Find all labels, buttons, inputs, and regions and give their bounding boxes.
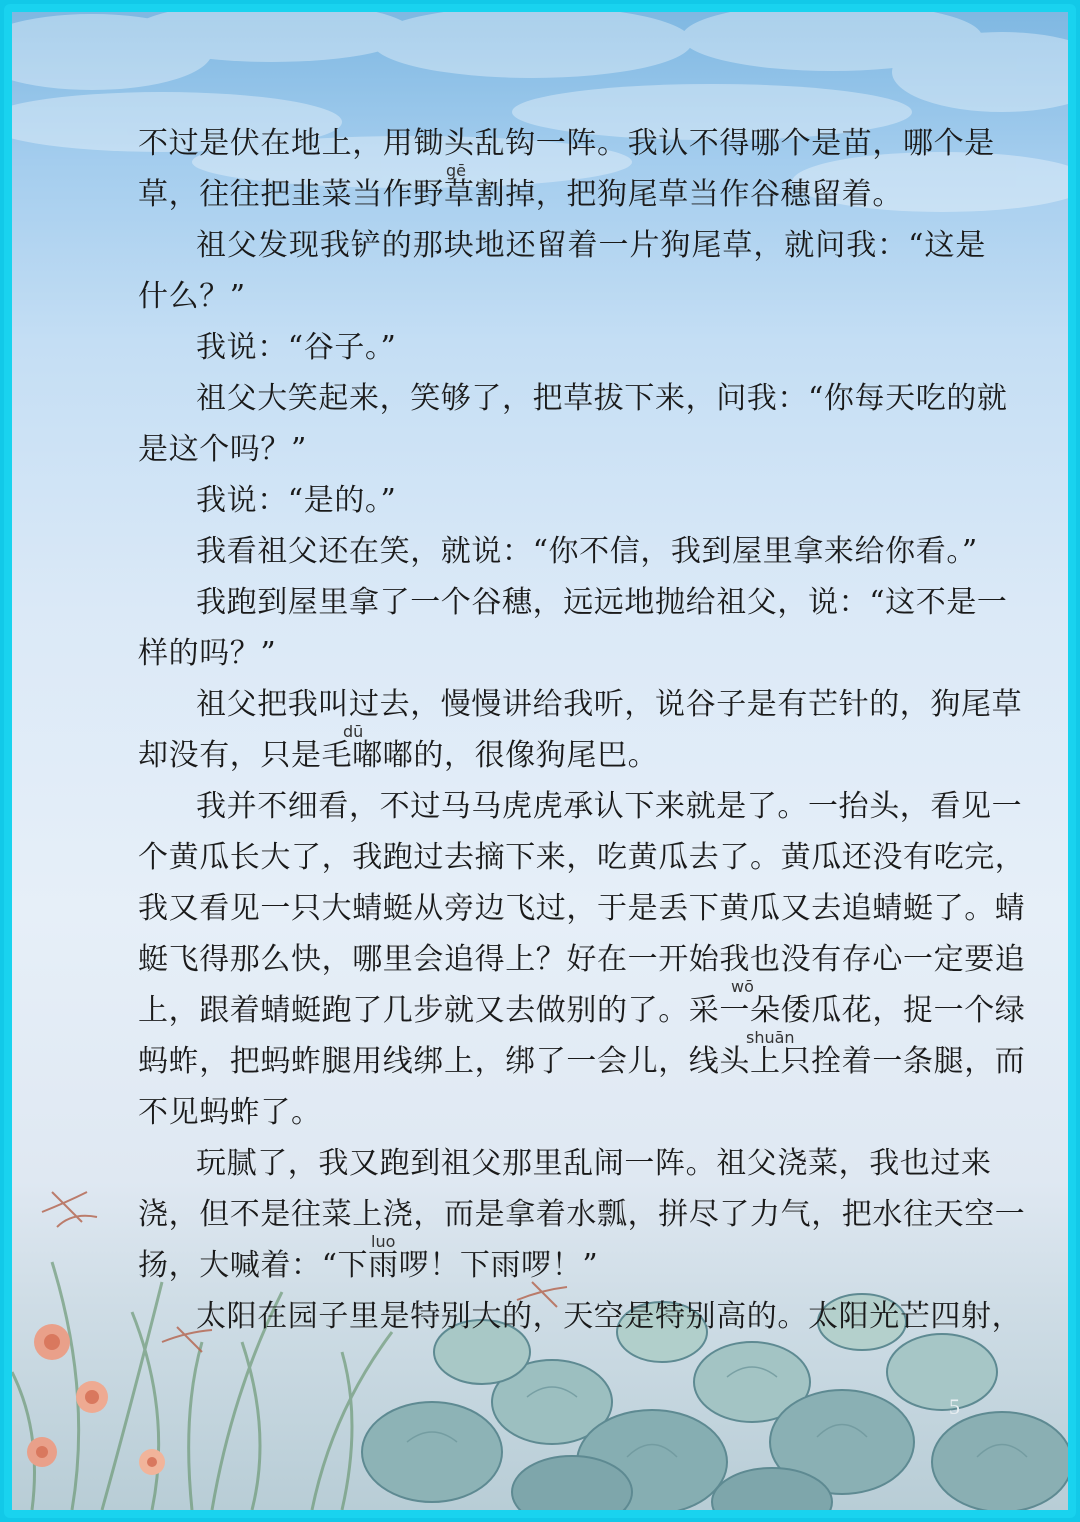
text-line: 扬，大喊着：“下雨啰！下雨啰！” luo (138, 1232, 599, 1283)
pinyin-annotation: luo (371, 1232, 396, 1251)
pinyin-annotation: gē (446, 161, 466, 180)
text-line: 我跑到屋里拿了一个谷穗，远远地抛给祖父，说：“这不是一 (196, 585, 1008, 620)
text-line: 我看祖父还在笑，就说：“你不信，我到屋里拿来给你看。” (196, 534, 978, 569)
text-line: 个黄瓜长大了，我跑过去摘下来，吃黄瓜去了。黄瓜还没有吃完， (138, 840, 1026, 875)
pinyin-annotation: dū (343, 722, 364, 741)
text-line: 我说：“谷子。” (196, 330, 397, 365)
text-line: 我说：“是的。” (196, 483, 397, 518)
text-line: 什么？” (138, 279, 246, 314)
text-line: 不过是伏在地上，用锄头乱钩一阵。我认不得哪个是苗，哪个是 (138, 126, 995, 161)
pinyin-annotation: wō (731, 977, 754, 996)
text-line: 玩腻了，我又跑到祖父那里乱闹一阵。祖父浇菜，我也过来 (196, 1146, 992, 1181)
text-line: 浇，但不是往菜上浇，而是拿着水瓢，拼尽了力气，把水往天空一 (138, 1197, 1026, 1232)
text-line: 却没有，只是毛嘟嘟的，很像狗尾巴。 dū (138, 722, 659, 773)
text-line: 祖父发现我铲的那块地还留着一片狗尾草，就问我：“这是 (196, 228, 986, 263)
text-line: 是这个吗？” (138, 432, 307, 467)
text-line: 太阳在园子里是特别大的，天空是特别高的。太阳光芒四射， (196, 1299, 1023, 1334)
text-line: 蜓飞得那么快，哪里会追得上？好在一开始我也没有存心一定要追 (138, 942, 1026, 977)
text-line: 不见蚂蚱了。 (138, 1095, 322, 1130)
text-line: 蚂蚱，把蚂蚱腿用线绑上，绑了一会儿，线头上只拴着一条腿，而 shuān (138, 1028, 1026, 1079)
text-line: 祖父把我叫过去，慢慢讲给我听，说谷子是有芒针的，狗尾草 (196, 687, 1023, 722)
text-line: 我又看见一只大蜻蜓从旁边飞过，于是丢下黄瓜又去追蜻蜓了。蜻 (138, 891, 1026, 926)
pinyin-annotation: shuān (746, 1028, 795, 1047)
text-line: 草，往往把韭菜当作野草割掉，把狗尾草当作谷穗留着。 gē (138, 161, 903, 212)
page-number: 5 (949, 1394, 960, 1419)
book-page (12, 12, 1068, 1510)
story-text (138, 118, 1026, 1342)
text-line: 样的吗？” (138, 636, 277, 671)
text-line: 我并不细看，不过马马虎虎承认下来就是了。一抬头，看见一 (196, 789, 1023, 824)
text-line: 祖父大笑起来，笑够了，把草拔下来，问我：“你每天吃的就 (196, 381, 1008, 416)
text-line: 上，跟着蜻蜓跑了几步就又去做别的了。采一朵倭瓜花，捉一个绿 wō (138, 977, 1026, 1028)
